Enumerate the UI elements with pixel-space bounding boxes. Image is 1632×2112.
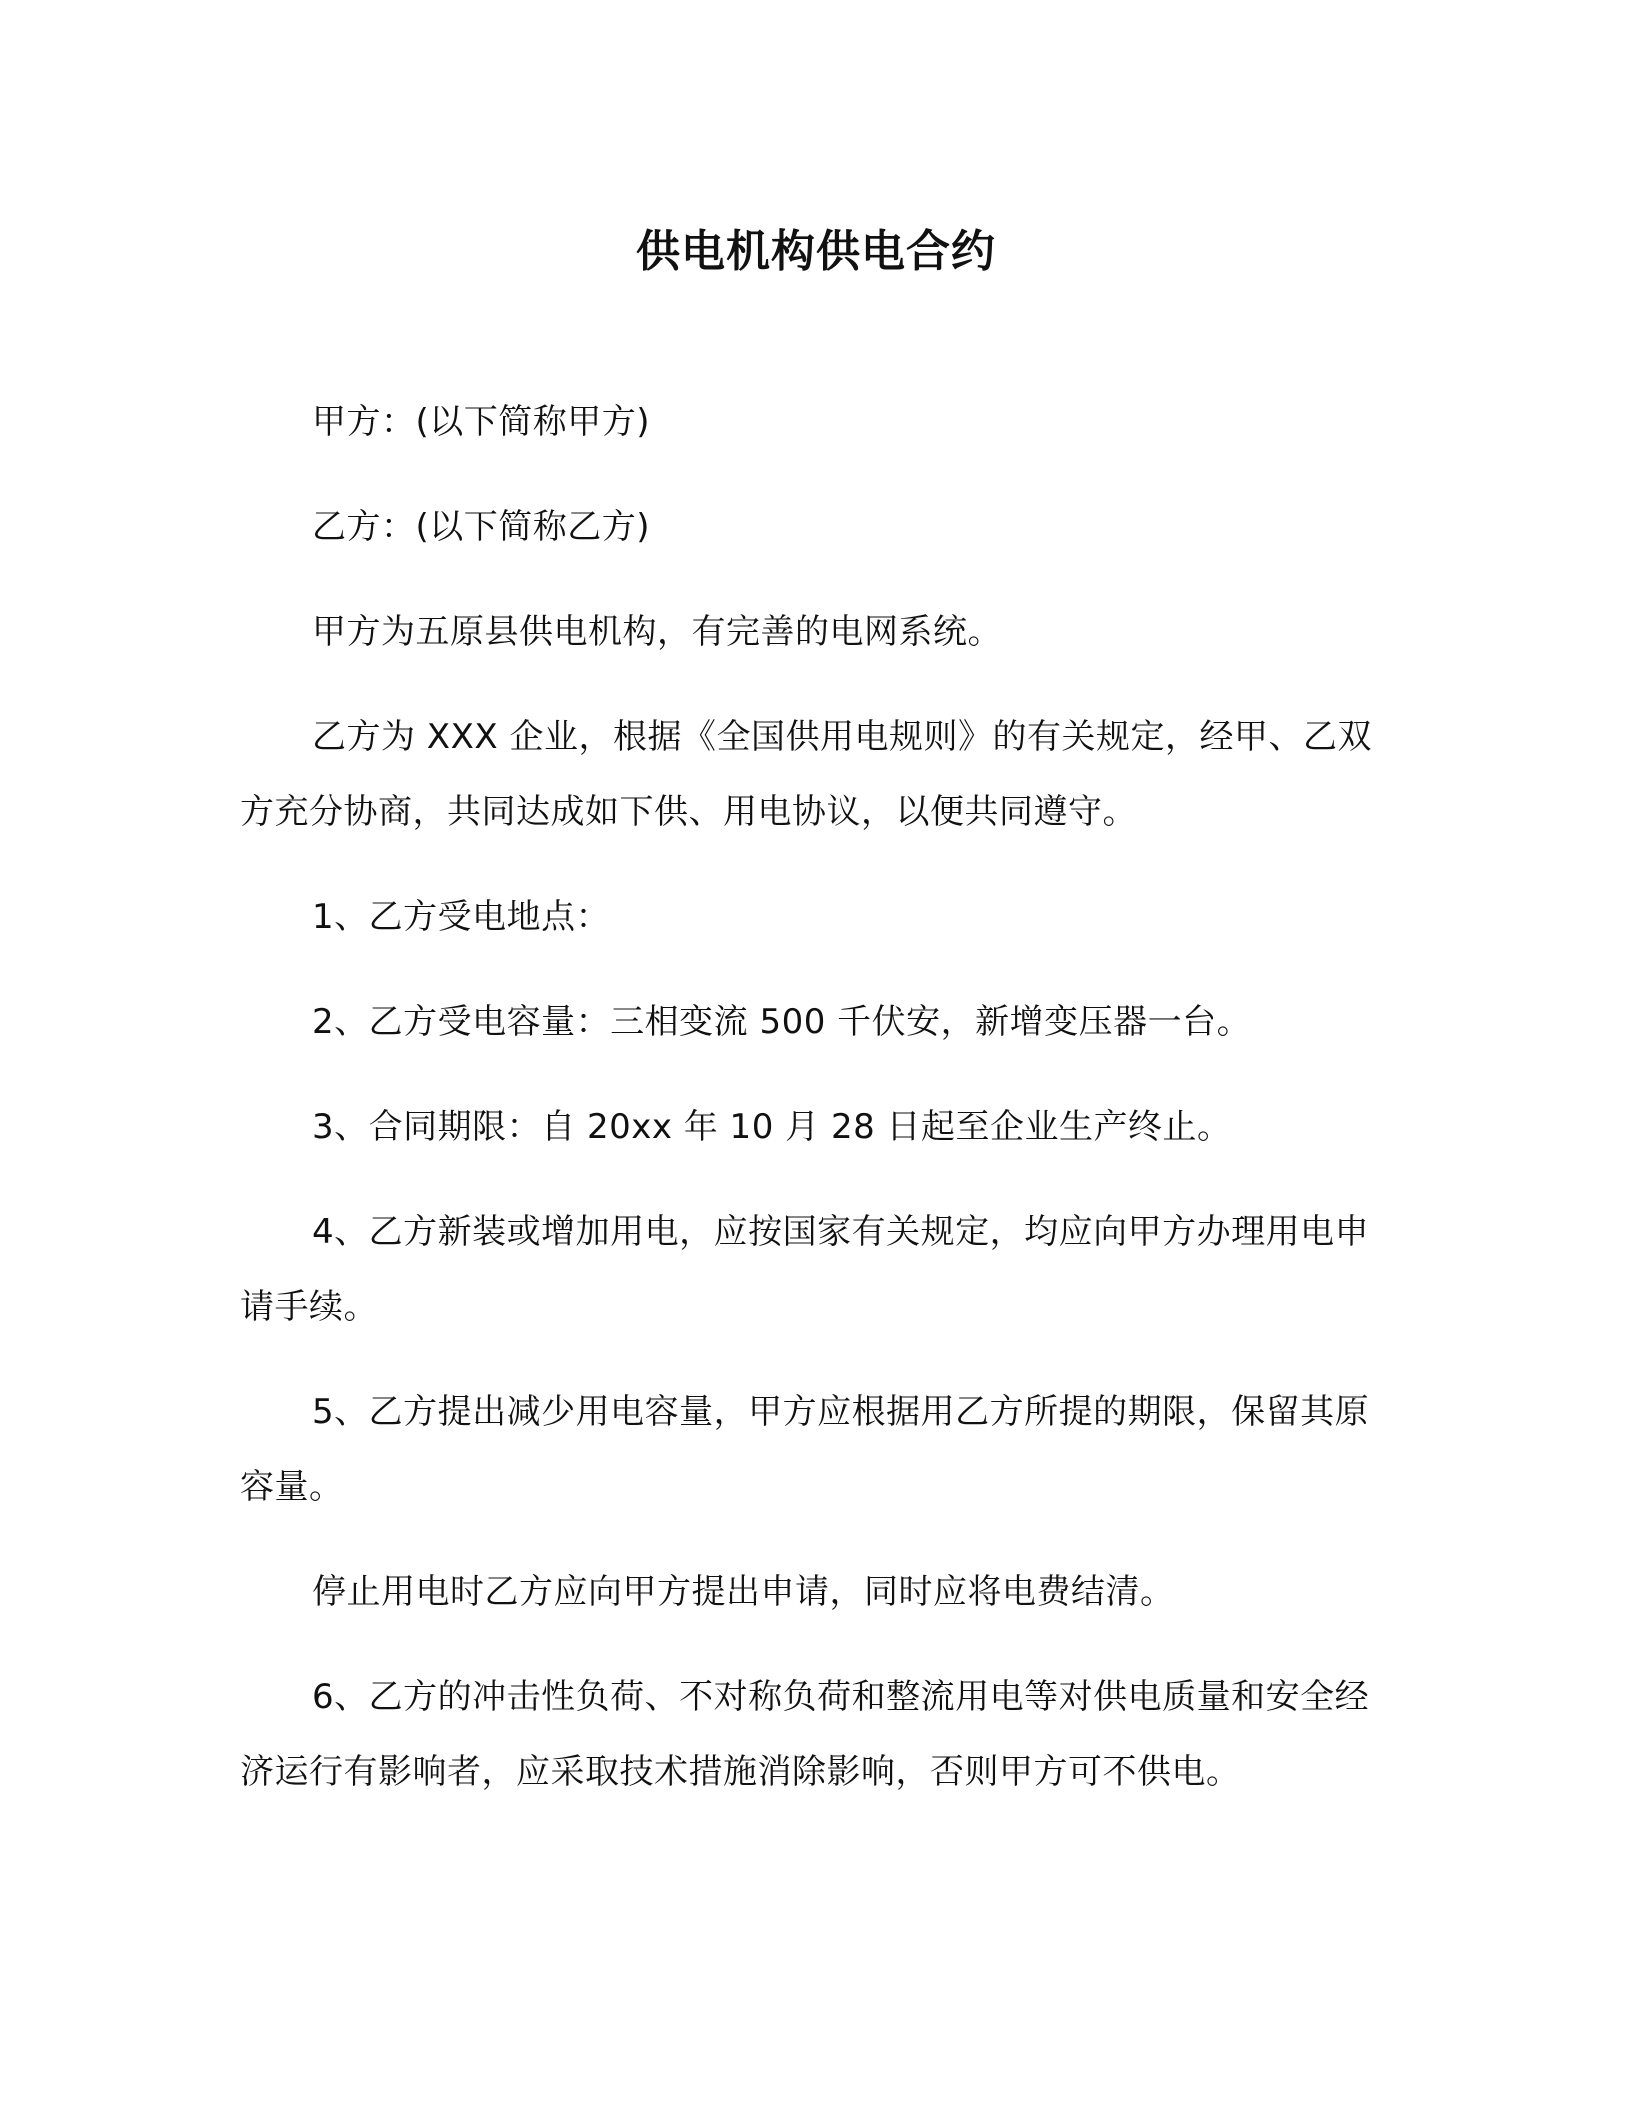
clause-5-continuation: 停止用电时乙方应向甲方提出申请，同时应将电费结清。 [312, 1572, 1175, 1612]
party-b-line: 乙方：(以下简称乙方) [312, 507, 651, 547]
clause-2: 2、乙方受电容量：三相变流 500 千伏安，新增变压器一台。 [312, 1002, 1252, 1042]
party-a-line: 甲方：(以下简称甲方) [312, 402, 651, 442]
clause-3: 3、合同期限：自 20xx 年 10 月 28 日起至企业生产终止。 [312, 1107, 1232, 1147]
clause-4: 4、乙方新装或增加用电，应按国家有关规定，均应向甲方办理用电申请手续。 [240, 1212, 1370, 1327]
clause-1: 1、乙方受电地点： [312, 897, 611, 937]
party-a-description: 甲方为五原县供电机构，有完善的电网系统。 [312, 612, 1002, 652]
clause-6: 6、乙方的冲击性负荷、不对称负荷和整流用电等对供电质量和安全经济运行有影响者，应采取技术措施消除影响，否则甲方可不供电。 [240, 1677, 1370, 1792]
document-title: 供电机构供电合约 [636, 226, 996, 277]
clause-5: 5、乙方提出减少用电容量，甲方应根据用乙方所提的期限，保留其原容量。 [240, 1392, 1370, 1507]
party-b-description: 乙方为 XXX 企业，根据《全国供用电规则》的有关规定，经甲、乙双方充分协商，共同达成如下供、用电协议，以便共同遵守。 [240, 717, 1372, 832]
